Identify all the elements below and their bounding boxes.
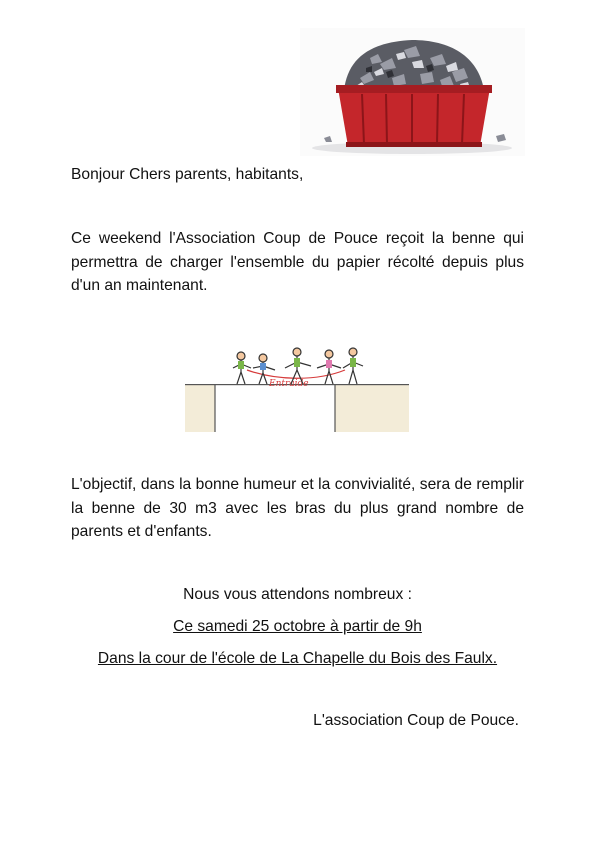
event-invite: Nous vous attendons nombreux : (183, 586, 412, 603)
entraide-label: Entraide (269, 379, 309, 389)
paper-dumpster-illustration (300, 28, 525, 156)
objective-paragraph: L'objectif, dans la bonne humeur et la convivialité, sera de remplir la benne de 30 m3 avec les bras du plus grand nombre de parents et d'enfants. (71, 476, 524, 540)
intro-paragraph: Ce weekend l'Association Coup de Pouce reçoit la benne qui permettra de charger l'ensemble du papier récolté depuis plus d'un an maintenant. (71, 230, 524, 294)
event-date: Ce samedi 25 octobre à partir de 9h (173, 618, 422, 635)
signature: L'association Coup de Pouce. (313, 712, 519, 729)
greeting: Bonjour Chers parents, habitants, (71, 166, 304, 183)
event-place: Dans la cour de l'école de La Chapelle du Bois des Faulx. (97, 650, 498, 667)
entraide-illustration (185, 340, 410, 432)
